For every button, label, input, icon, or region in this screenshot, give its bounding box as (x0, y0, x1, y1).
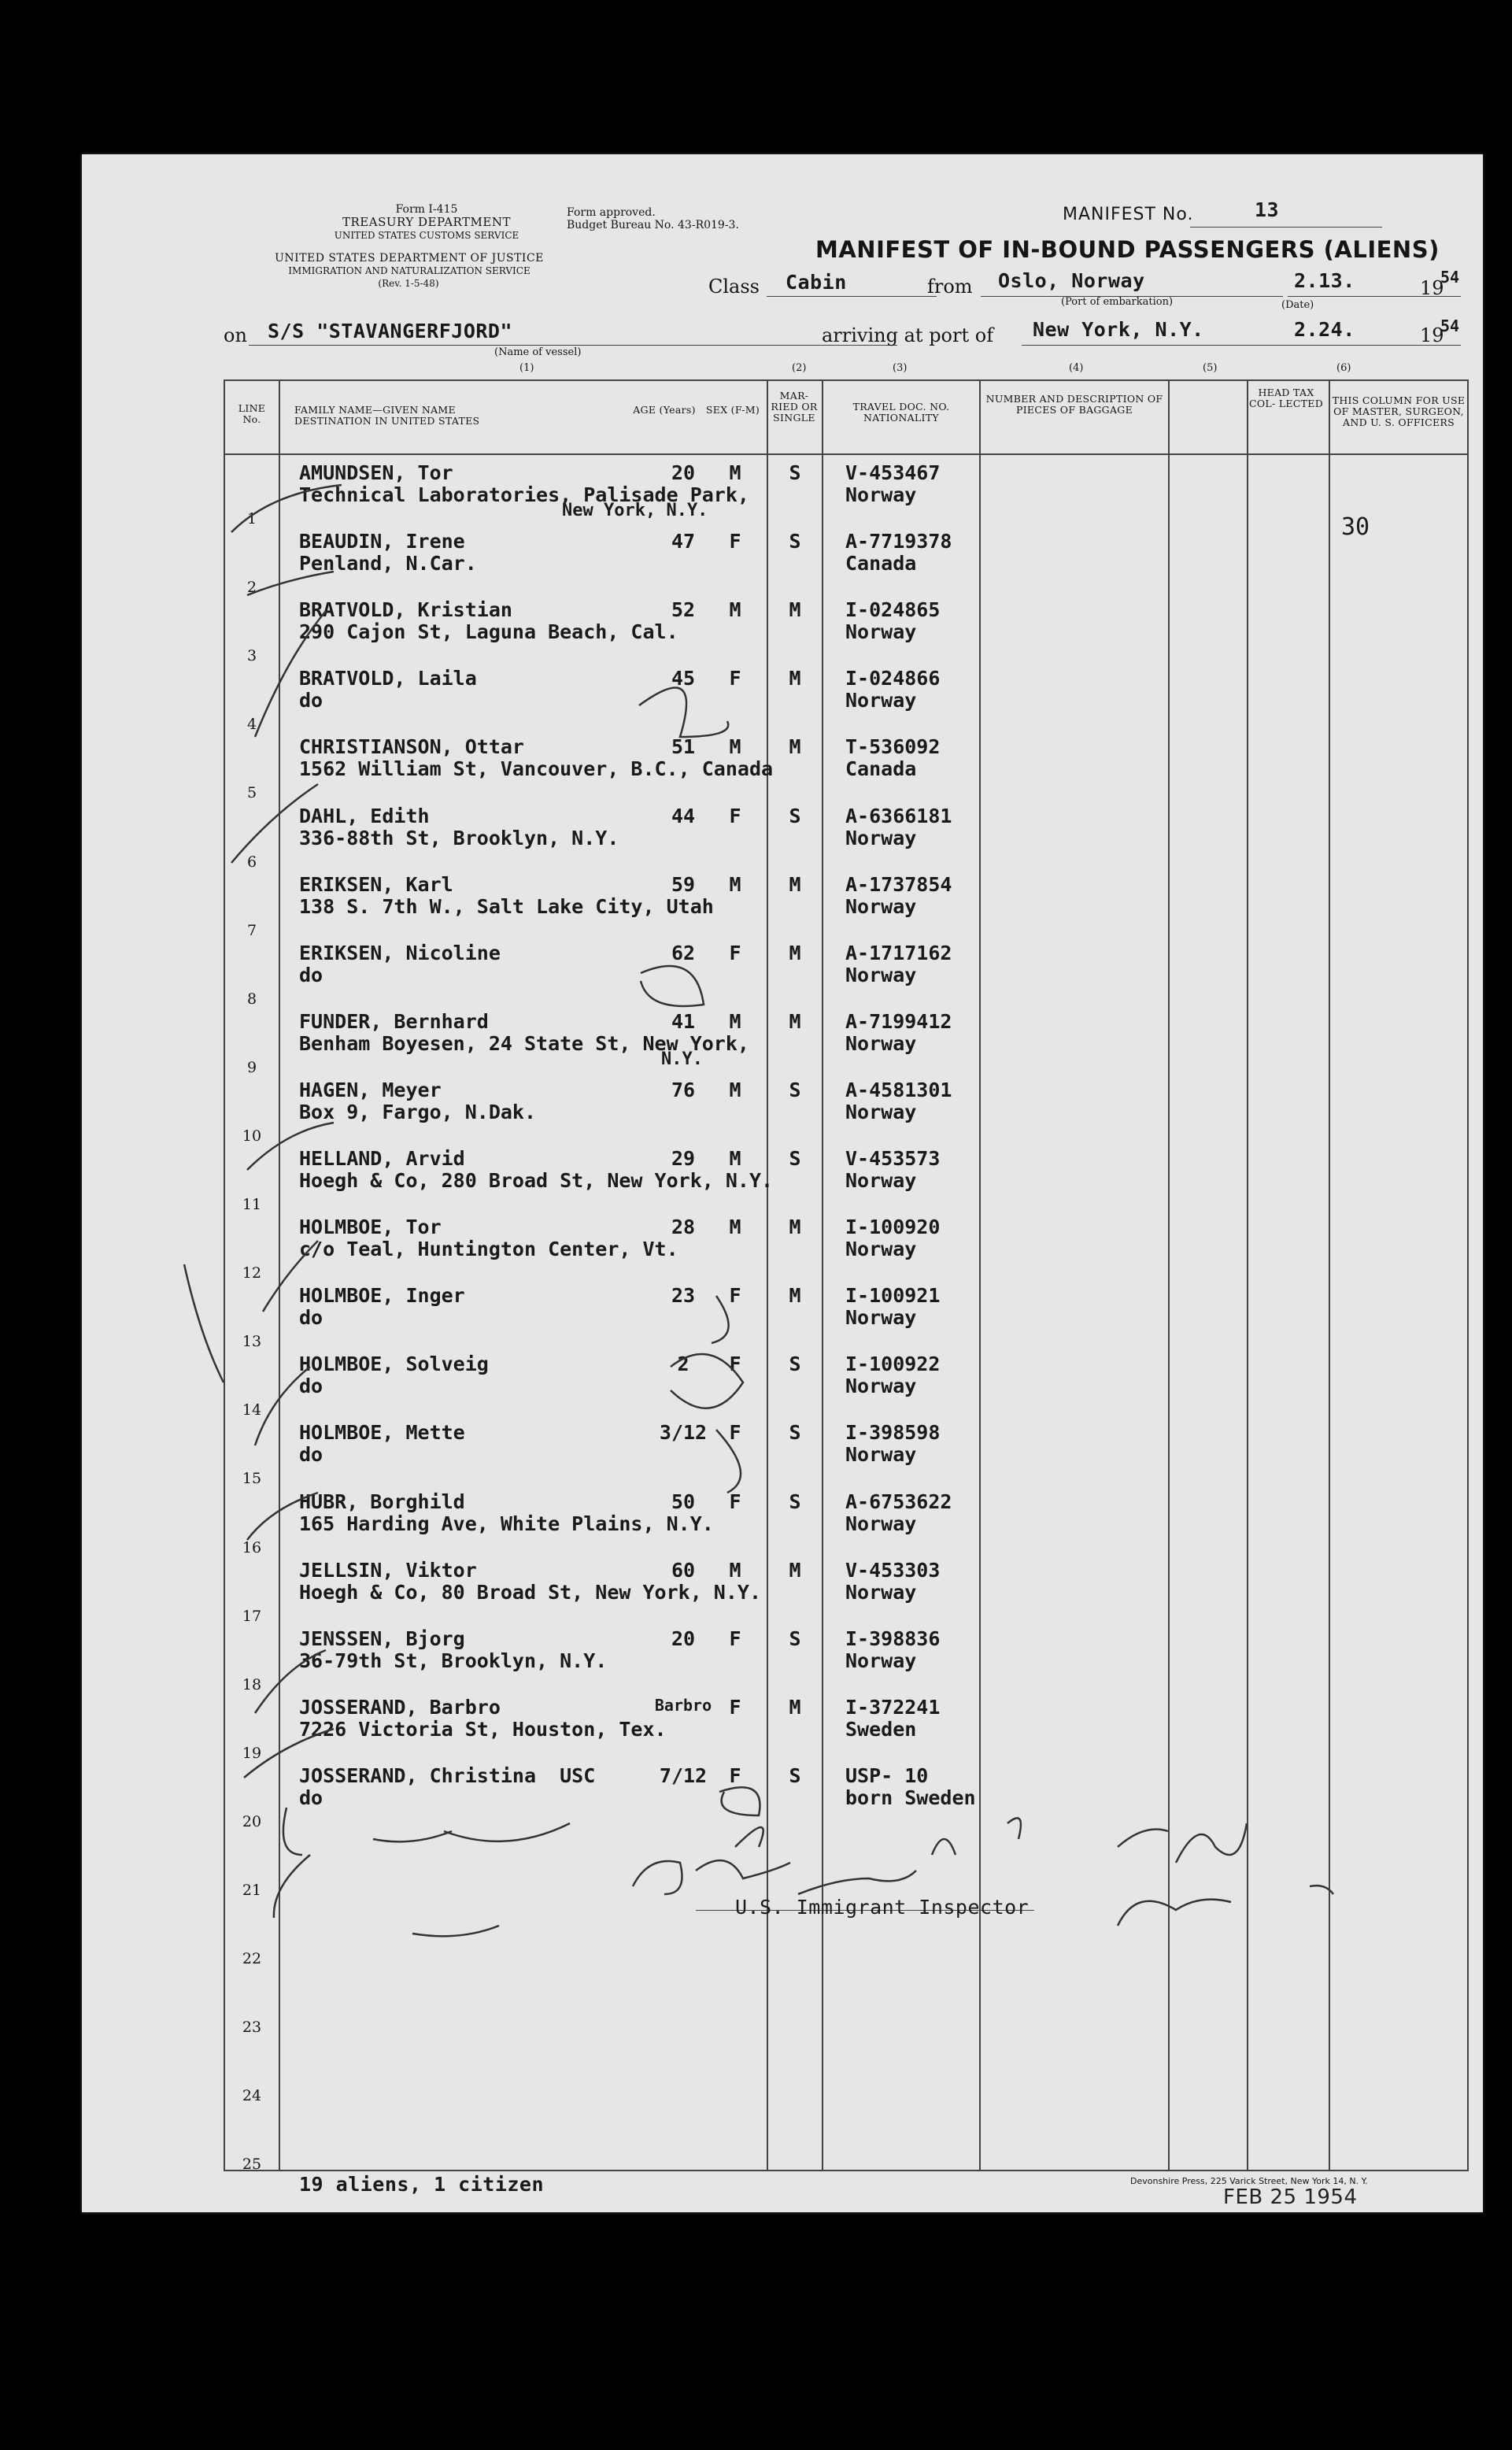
nationality: Norway (845, 826, 917, 849)
passenger-name: BEAUDIN, Irene (299, 530, 465, 553)
passenger-age: 60 (671, 1558, 696, 1582)
passenger-sex: F (729, 530, 741, 553)
passenger-name: HOLMBOE, Inger (299, 1284, 465, 1308)
col-num-6: (6) (1336, 362, 1351, 374)
passenger-name: JOSSERAND, Barbro (299, 1695, 501, 1719)
nationality: Norway (845, 1238, 917, 1261)
passenger-name: HUBR, Borghild (299, 1490, 465, 1513)
col-header-baggage: NUMBER AND DESCRIPTION OF PIECES OF BAGGAGE (985, 393, 1163, 416)
col-header-sex: SEX (F-M) (705, 404, 760, 416)
marital-status: S (789, 461, 801, 484)
travel-doc-number: I-024866 (845, 667, 941, 690)
passenger-age: 20 (671, 1627, 696, 1650)
year-prefix-2: 19 (1420, 324, 1444, 346)
travel-doc-number: T-536092 (845, 735, 941, 759)
passenger-sex: F (729, 1763, 741, 1787)
passenger-destination: Hoegh & Co, 280 Broad St, New York, N.Y. (299, 1169, 774, 1192)
class-value: Cabin (786, 271, 847, 294)
passenger-destination: Technical Laboratories, Palisade Park, (299, 483, 749, 506)
passenger-destination: do (299, 1786, 323, 1809)
travel-doc-number: USP- 10 (845, 1763, 929, 1787)
manifest-page (82, 154, 1483, 2212)
travel-doc-number: A-6366181 (845, 804, 952, 827)
manifest-title: MANIFEST OF IN-BOUND PASSENGERS (ALIENS) (815, 236, 1440, 263)
marital-status: S (789, 1147, 801, 1170)
marital-status: M (789, 1558, 801, 1582)
passenger-name: JOSSERAND, Christina USC (299, 1763, 596, 1787)
travel-doc-number: A-1717162 (845, 941, 952, 964)
passenger-name: HOLMBOE, Solveig (299, 1353, 489, 1376)
dept-customs: UNITED STATES CUSTOMS SERVICE (334, 230, 519, 241)
marital-status: S (789, 1353, 801, 1376)
passenger-destination: 290 Cajon St, Laguna Beach, Cal. (299, 620, 678, 644)
passenger-name: DAHL, Edith (299, 804, 430, 827)
col-header-travel: TRAVEL DOC. NO. NATIONALITY (852, 401, 950, 424)
travel-doc-number: I-398836 (845, 1627, 941, 1650)
from-label: from (927, 276, 973, 298)
passenger-destination: do (299, 1443, 323, 1467)
marital-status: M (789, 941, 801, 964)
line-number: 8 (246, 990, 257, 1008)
passenger-age: 47 (671, 530, 696, 553)
dept-ins: IMMIGRATION AND NATURALIZATION SERVICE (288, 265, 530, 276)
line-number: 17 (242, 1607, 262, 1625)
nationality: Norway (845, 1580, 917, 1604)
passenger-sex: M (729, 1216, 741, 1239)
passenger-destination: do (299, 689, 323, 712)
passenger-sex: F (729, 1284, 741, 1308)
travel-doc-number: I-100920 (845, 1216, 941, 1239)
on-label: on (224, 324, 247, 346)
line-number: 11 (242, 1196, 262, 1213)
passenger-age: 51 (671, 735, 696, 759)
passenger-age: 41 (671, 1009, 696, 1033)
passenger-sex: M (729, 1078, 741, 1101)
nationality: Sweden (845, 1717, 917, 1741)
marital-status: S (789, 1490, 801, 1513)
passenger-sex: M (729, 598, 741, 622)
marital-status: M (789, 1284, 801, 1308)
col-num-5: (5) (1203, 362, 1218, 374)
printer-credit: Devonshire Press, 225 Varick Street, New York 14, N. Y. (1130, 2176, 1368, 2186)
passenger-age: 52 (671, 598, 696, 622)
nationality: Norway (845, 1512, 917, 1535)
nationality: Norway (845, 1649, 917, 1672)
passenger-destination: c/o Teal, Huntington Center, Vt. (299, 1238, 678, 1261)
passenger-sex: M (729, 1558, 741, 1582)
line-number: 1 (246, 510, 257, 527)
passenger-age: 59 (671, 872, 696, 896)
line-number: 23 (242, 2019, 262, 2037)
vessel-name: S/S "STAVANGERFJORD" (268, 320, 513, 342)
passenger-sex: M (729, 1009, 741, 1033)
passenger-sex: F (729, 1695, 741, 1719)
passenger-destination: do (299, 1306, 323, 1330)
passenger-name: HAGEN, Meyer (299, 1078, 442, 1101)
passenger-age: 3/12 (659, 1421, 708, 1445)
nationality: Norway (845, 1375, 917, 1398)
passenger-name: ERIKSEN, Karl (299, 872, 453, 896)
marital-status: S (789, 1627, 801, 1650)
passenger-destination: 36-79th St, Brooklyn, N.Y. (299, 1649, 608, 1672)
passenger-age: 50 (671, 1490, 696, 1513)
form-revision: (Rev. 1-5-48) (378, 278, 439, 289)
passenger-name: HOLMBOE, Mette (299, 1421, 465, 1445)
nationality: Norway (845, 620, 917, 644)
passenger-destination: do (299, 963, 323, 986)
passenger-name: ERIKSEN, Nicoline (299, 941, 501, 964)
travel-doc-number: A-1737854 (845, 872, 952, 896)
line-number: 18 (242, 1675, 262, 1693)
vessel-caption: (Name of vessel) (494, 346, 582, 358)
col-header-age: AGE (Years) (633, 404, 696, 416)
travel-doc-number: I-372241 (845, 1695, 941, 1719)
travel-doc-number: A-6753622 (845, 1490, 952, 1513)
arrival-port: New York, N.Y. (1033, 318, 1204, 341)
travel-doc-number: I-398598 (845, 1421, 941, 1445)
travel-doc-number: I-100922 (845, 1353, 941, 1376)
line-number: 21 (242, 1882, 262, 1899)
passenger-age: 45 (671, 667, 696, 690)
passenger-name: FUNDER, Bernhard (299, 1009, 489, 1033)
receipt-stamp: FEB 25 1954 (1223, 2185, 1358, 2209)
inspector-title: U.S. Immigrant Inspector (735, 1896, 1030, 1919)
embark-year: 54 (1440, 268, 1460, 287)
passenger-name: AMUNDSEN, Tor (299, 461, 453, 484)
passenger-name: JENSSEN, Bjorg (299, 1627, 465, 1650)
nationality: Canada (845, 552, 917, 575)
passenger-destination: Hoegh & Co, 80 Broad St, New York, N.Y. (299, 1580, 761, 1604)
arriving-label: arriving at port of (822, 324, 994, 346)
passenger-name: HELLAND, Arvid (299, 1147, 465, 1170)
passenger-sex: F (729, 1421, 741, 1445)
col-header-officers: THIS COLUMN FOR USE OF MASTER, SURGEON, AND U. S. OFFICERS (1332, 394, 1466, 428)
passenger-age: 23 (671, 1284, 696, 1308)
col-num-2: (2) (792, 362, 807, 374)
nationality: Norway (845, 894, 917, 918)
marital-status: M (789, 598, 801, 622)
budget-bureau: Budget Bureau No. 43-R019-3. (567, 219, 739, 231)
line-number: 14 (242, 1401, 262, 1419)
marital-status: S (789, 1763, 801, 1787)
passenger-age: 7/12 (659, 1763, 708, 1787)
passenger-age: Barbro (654, 1695, 712, 1715)
marital-status: S (789, 1078, 801, 1101)
nationality: Norway (845, 1031, 917, 1055)
travel-doc-number: A-7719378 (845, 530, 952, 553)
class-label: Class (708, 276, 760, 298)
col-num-3: (3) (893, 362, 908, 374)
line-number: 3 (246, 647, 257, 665)
line-number: 13 (242, 1333, 262, 1351)
marital-status: S (789, 530, 801, 553)
nationality: Norway (845, 1443, 917, 1467)
year-prefix-1: 19 (1420, 277, 1444, 299)
line-number: 7 (246, 921, 257, 939)
line-number: 5 (246, 784, 257, 802)
from-value: Oslo, Norway (998, 269, 1145, 292)
passenger-sex: M (729, 461, 741, 484)
col-header-line: LINE No. (238, 402, 266, 425)
passenger-sex: M (729, 1147, 741, 1170)
passenger-sex: F (729, 1627, 741, 1650)
travel-doc-number: V-453467 (845, 461, 941, 484)
form-approved: Form approved. (567, 206, 656, 219)
passenger-destination: Penland, N.Car. (299, 552, 477, 575)
passenger-name: HOLMBOE, Tor (299, 1216, 442, 1239)
passenger-destination: 1562 William St, Vancouver, B.C., Canada (299, 757, 774, 781)
passenger-age: 76 (671, 1078, 696, 1101)
passenger-sex: F (729, 667, 741, 690)
passenger-destination: 165 Harding Ave, White Plains, N.Y. (299, 1512, 714, 1535)
passenger-destination: Box 9, Fargo, N.Dak. (299, 1100, 537, 1123)
footer-total: 19 aliens, 1 citizen (299, 2173, 545, 2196)
marital-status: M (789, 872, 801, 896)
marital-status: M (789, 735, 801, 759)
nationality: Norway (845, 963, 917, 986)
line-number: 15 (242, 1470, 262, 1488)
passenger-sex: F (729, 1490, 741, 1513)
passenger-sex: F (729, 804, 741, 827)
marital-status: M (789, 1009, 801, 1033)
line-number: 24 (242, 2087, 262, 2105)
passenger-destination: do (299, 1375, 323, 1398)
marital-status: M (789, 1695, 801, 1719)
nationality: born Sweden (845, 1786, 976, 1809)
passenger-age: 28 (671, 1216, 696, 1239)
nationality: Canada (845, 757, 917, 781)
passenger-age: 2 (677, 1353, 689, 1376)
line-number: 16 (242, 1538, 262, 1556)
manifest-number: 13 (1255, 198, 1280, 221)
passenger-age: 44 (671, 804, 696, 827)
margin-note: 30 (1341, 513, 1370, 541)
passenger-age: 20 (671, 461, 696, 484)
passenger-destination: 138 S. 7th W., Salt Lake City, Utah (299, 894, 714, 918)
dept-justice: UNITED STATES DEPARTMENT OF JUSTICE (275, 252, 544, 265)
passenger-sex: M (729, 735, 741, 759)
passenger-destination-cont: N.Y. (661, 1049, 703, 1069)
line-number: 12 (242, 1264, 262, 1282)
passenger-name: JELLSIN, Viktor (299, 1558, 477, 1582)
travel-doc-number: A-7199412 (845, 1009, 952, 1033)
col-header-married: MAR- RIED OR SINGLE (771, 390, 818, 424)
line-number: 20 (242, 1812, 262, 1830)
travel-doc-number: I-024865 (845, 598, 941, 622)
col-header-tax: HEAD TAX COL- LECTED (1248, 387, 1324, 409)
passenger-name: BRATVOLD, Laila (299, 667, 477, 690)
nationality: Norway (845, 1306, 917, 1330)
passenger-destination: 336-88th St, Brooklyn, N.Y. (299, 826, 619, 849)
port-embarkation-caption: (Port of embarkation) (1061, 296, 1174, 308)
travel-doc-number: V-453303 (845, 1558, 941, 1582)
passenger-sex: F (729, 1353, 741, 1376)
line-number: 22 (242, 1950, 262, 1968)
passenger-age: 29 (671, 1147, 696, 1170)
passenger-name: BRATVOLD, Kristian (299, 598, 512, 622)
manifest-label: MANIFEST No. (1063, 205, 1194, 224)
embark-date: 2.13. (1294, 269, 1355, 292)
passenger-name: CHRISTIANSON, Ottar (299, 735, 524, 759)
col-header-name: FAMILY NAME—GIVEN NAME DESTINATION IN UNITED STATES (294, 404, 480, 427)
line-number: 25 (242, 2156, 262, 2174)
col-num-4: (4) (1069, 362, 1084, 374)
passenger-destination-cont: New York, N.Y. (562, 501, 708, 520)
travel-doc-number: V-453573 (845, 1147, 941, 1170)
nationality: Norway (845, 483, 917, 506)
arrival-date: 2.24. (1294, 318, 1355, 341)
travel-doc-number: I-100921 (845, 1284, 941, 1308)
line-number: 9 (246, 1058, 257, 1076)
marital-status: M (789, 667, 801, 690)
passenger-destination: 7226 Victoria St, Houston, Tex. (299, 1717, 667, 1741)
line-number: 4 (246, 716, 257, 734)
passenger-destination: Benham Boyesen, 24 State St, New York, (299, 1031, 749, 1055)
passenger-sex: M (729, 872, 741, 896)
form-number: Form I-415 (395, 203, 458, 216)
col-num-1: (1) (519, 362, 534, 374)
marital-status: S (789, 1421, 801, 1445)
dept-treasury: TREASURY DEPARTMENT (342, 215, 511, 229)
line-number: 19 (242, 1744, 262, 1762)
line-number: 6 (246, 853, 257, 871)
date-caption: (Date) (1281, 299, 1314, 311)
marital-status: S (789, 804, 801, 827)
nationality: Norway (845, 1100, 917, 1123)
nationality: Norway (845, 1169, 917, 1192)
passenger-age: 62 (671, 941, 696, 964)
passenger-sex: F (729, 941, 741, 964)
line-number: 10 (242, 1127, 262, 1145)
travel-doc-number: A-4581301 (845, 1078, 952, 1101)
marital-status: M (789, 1216, 801, 1239)
line-number: 2 (246, 579, 257, 597)
arrival-year: 54 (1440, 316, 1460, 335)
nationality: Norway (845, 689, 917, 712)
